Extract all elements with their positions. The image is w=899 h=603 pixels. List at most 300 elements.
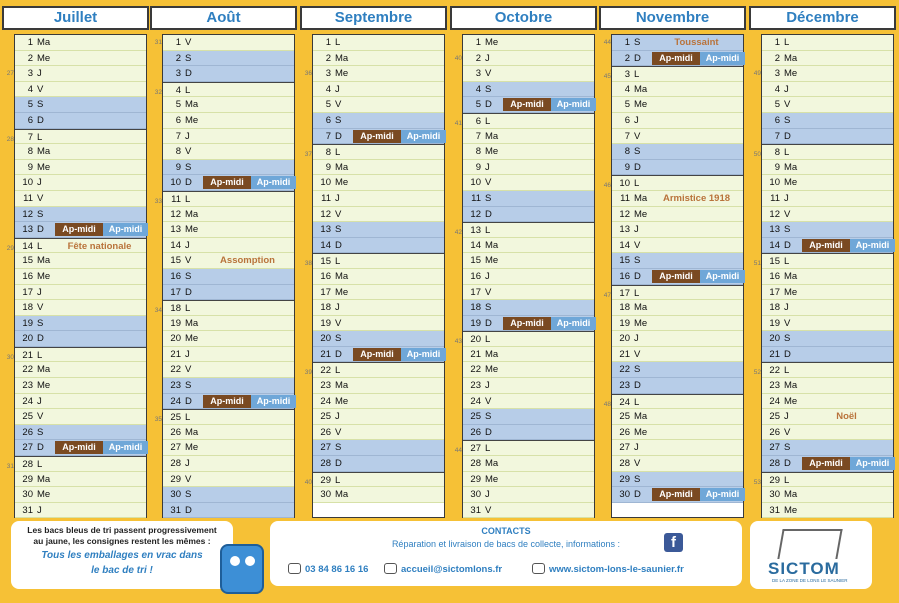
day-row: [463, 160, 594, 176]
day-number: 18: [320, 302, 331, 314]
day-number: 18: [22, 302, 33, 314]
day-row: [313, 82, 444, 98]
day-number: 6: [475, 115, 481, 127]
day-number: 24: [22, 395, 33, 407]
day-letter: J: [37, 68, 42, 80]
day-row: [15, 487, 146, 503]
info-line-4: le bac de tri !: [91, 565, 153, 576]
week-number: 51: [753, 260, 761, 268]
day-number: 18: [769, 302, 780, 314]
day-letter: L: [335, 474, 341, 486]
day-row: [612, 300, 743, 316]
day-number: 4: [325, 83, 331, 95]
contacts-box: [270, 521, 742, 586]
info-line-1: Les bacs bleus de tri passent progressivement: [27, 525, 217, 535]
holiday-label: Assomption: [220, 255, 275, 267]
day-number: 2: [774, 52, 780, 64]
day-row: [612, 97, 743, 113]
day-row: [762, 487, 893, 503]
day-number: 19: [170, 317, 181, 329]
week-number: 43: [454, 338, 462, 346]
day-letter: Me: [335, 395, 349, 407]
day-row: [762, 238, 893, 254]
day-number: 11: [770, 192, 780, 204]
day-number: 4: [774, 83, 780, 95]
day-letter: V: [634, 239, 641, 251]
day-number: 8: [624, 146, 630, 158]
month-2: [300, 0, 447, 501]
month-4: [599, 0, 746, 501]
day-row: [762, 300, 893, 316]
day-number: 25: [619, 411, 630, 423]
web-contact[interactable]: [532, 563, 684, 575]
day-letter: V: [485, 504, 492, 516]
day-row: [15, 378, 146, 394]
day-row: [163, 253, 294, 269]
day-number: 19: [619, 317, 630, 329]
day-row: [15, 425, 146, 441]
day-letter: J: [634, 333, 639, 345]
day-row: [15, 269, 146, 285]
day-number: 16: [170, 270, 181, 282]
day-row: [163, 378, 294, 394]
day-number: 30: [22, 489, 33, 501]
day-letter: D: [485, 208, 492, 220]
day-number: 11: [620, 192, 630, 204]
contacts-title: CONTACTS: [481, 526, 531, 536]
collection-afternoon-tag: Ap-midi: [551, 317, 596, 330]
day-letter: J: [784, 83, 789, 95]
day-row: [612, 191, 743, 207]
day-row: [762, 82, 893, 98]
day-number: 16: [22, 270, 33, 282]
day-letter: L: [335, 256, 341, 268]
day-row: [603, 35, 743, 51]
day-number: 27: [470, 443, 481, 455]
day-row: [612, 472, 743, 488]
day-number: 29: [769, 474, 780, 486]
day-number: 17: [769, 286, 780, 298]
day-row: [163, 347, 294, 363]
day-number: 14: [619, 239, 630, 251]
day-letter: V: [185, 37, 192, 48]
day-letter: S: [37, 317, 44, 329]
day-number: 3: [325, 68, 331, 80]
day-number: 24: [320, 395, 331, 407]
day-row: [762, 269, 893, 285]
day-row: [163, 285, 294, 301]
day-letter: Ma: [37, 473, 51, 485]
day-row: [304, 362, 444, 378]
day-number: 27: [22, 442, 33, 454]
day-letter: V: [784, 208, 791, 220]
day-number: 19: [769, 317, 780, 329]
day-number: 8: [475, 146, 481, 158]
day-row: [313, 456, 444, 472]
day-letter: D: [37, 333, 44, 345]
day-number: 27: [769, 442, 780, 454]
building-icon: [777, 529, 842, 559]
day-number: 13: [619, 224, 630, 236]
day-number: 9: [475, 161, 481, 173]
day-letter: Ma: [634, 411, 648, 423]
day-row: [612, 378, 743, 394]
facebook-icon[interactable]: f: [664, 533, 683, 552]
day-number: 2: [175, 52, 181, 64]
day-letter: Ma: [185, 208, 199, 220]
day-row: [463, 409, 594, 425]
day-letter: V: [485, 286, 492, 298]
day-number: 24: [170, 395, 181, 407]
day-letter: Ma: [784, 52, 798, 64]
day-number: 10: [22, 177, 33, 189]
day-row: [154, 191, 294, 207]
month-days: [304, 34, 445, 518]
day-row: [762, 175, 893, 191]
day-number: 6: [624, 114, 630, 126]
day-number: 14: [769, 239, 780, 251]
day-number: 13: [769, 224, 780, 236]
day-number: 11: [321, 192, 331, 204]
day-letter: V: [37, 192, 44, 204]
day-number: 12: [170, 208, 181, 220]
day-number: 1: [624, 37, 630, 48]
day-row: [304, 253, 444, 269]
day-row: [463, 503, 594, 519]
day-number: 28: [769, 458, 780, 470]
day-row: [15, 503, 146, 519]
day-row: [463, 362, 594, 378]
day-row: [163, 113, 294, 129]
day-row: [454, 222, 594, 238]
day-letter: J: [485, 161, 490, 173]
day-letter: Ma: [485, 348, 499, 360]
day-number: 5: [175, 99, 181, 111]
day-number: 22: [769, 365, 780, 377]
month-days: [603, 34, 744, 518]
day-number: 23: [170, 380, 181, 392]
day-number: 4: [27, 83, 33, 95]
day-letter: L: [485, 225, 491, 237]
day-row: [762, 378, 893, 394]
day-row: [612, 269, 743, 285]
day-number: 13: [320, 224, 331, 236]
day-number: 22: [619, 364, 630, 376]
day-letter: J: [634, 442, 639, 454]
day-letter: Me: [485, 255, 499, 267]
day-row: [454, 113, 594, 129]
day-row: [15, 113, 146, 129]
day-number: 23: [320, 380, 331, 392]
day-number: 15: [470, 255, 481, 267]
week-number: 47: [603, 291, 611, 299]
holiday-label: Armistice 1918: [662, 192, 731, 204]
bin-mascot-icon: [220, 544, 264, 594]
day-number: 28: [470, 458, 481, 470]
collection-afternoon-tag: Ap-midi: [551, 98, 596, 111]
week-number: 29: [6, 244, 14, 252]
day-letter: J: [37, 395, 42, 407]
day-number: 9: [27, 161, 33, 173]
day-number: 1: [475, 37, 481, 48]
collection-afternoon-tag: Ap-midi: [850, 239, 895, 252]
day-number: 10: [619, 178, 630, 190]
day-number: 20: [619, 333, 630, 345]
week-number: 45: [603, 73, 611, 81]
day-number: 23: [470, 380, 481, 392]
day-number: 3: [475, 68, 481, 80]
day-letter: S: [335, 333, 342, 345]
day-letter: L: [335, 147, 341, 159]
day-row: [612, 222, 743, 238]
day-row: [163, 362, 294, 378]
day-number: 29: [619, 473, 630, 485]
day-letter: D: [37, 224, 44, 236]
week-number: 40: [454, 54, 462, 62]
day-number: 7: [475, 130, 481, 142]
day-row: [154, 35, 294, 51]
day-row: [163, 160, 294, 176]
week-number: 33: [154, 197, 162, 205]
day-letter: S: [335, 442, 342, 454]
month-title: Novembre: [599, 6, 746, 30]
email-contact[interactable]: [384, 563, 502, 575]
day-number: 1: [27, 37, 33, 48]
day-number: 13: [470, 225, 481, 237]
day-number: 28: [320, 458, 331, 470]
day-number: 1: [325, 37, 331, 48]
day-row: [762, 129, 893, 145]
collection-afternoon-tag: Ap-midi: [652, 488, 700, 501]
day-letter: V: [335, 208, 342, 220]
day-letter: V: [485, 68, 492, 80]
day-row: [762, 316, 893, 332]
day-letter: V: [485, 177, 492, 189]
day-row: [463, 129, 594, 145]
day-number: 5: [624, 99, 630, 111]
day-number: 18: [619, 302, 630, 314]
day-number: 27: [320, 442, 331, 454]
day-letter: V: [784, 426, 791, 438]
day-letter: V: [185, 473, 192, 485]
day-letter: Me: [37, 52, 51, 64]
day-row: [762, 440, 893, 456]
day-number: 3: [175, 68, 181, 80]
day-row: [15, 222, 146, 238]
day-number: 28: [619, 458, 630, 470]
day-number: 15: [170, 255, 181, 267]
day-letter: J: [37, 286, 42, 298]
day-row: [463, 51, 594, 67]
day-letter: S: [185, 270, 192, 282]
day-number: 30: [470, 489, 481, 501]
month-1: [150, 0, 297, 516]
day-letter: J: [185, 348, 190, 360]
day-row: [163, 269, 294, 285]
day-number: 8: [325, 147, 331, 159]
day-row: [612, 113, 743, 129]
day-letter: S: [185, 380, 192, 392]
day-letter: J: [634, 224, 639, 236]
day-row: [463, 456, 594, 472]
day-number: 5: [475, 99, 481, 111]
day-letter: D: [634, 161, 641, 173]
day-letter: Me: [634, 99, 648, 111]
day-row: [762, 51, 893, 67]
day-letter: Ma: [335, 161, 349, 173]
day-row: [6, 238, 146, 254]
day-number: 31: [170, 504, 181, 516]
day-row: [15, 160, 146, 176]
day-letter: Ma: [335, 52, 349, 64]
collection-afternoon-tag: Ap-midi: [503, 317, 551, 330]
day-number: 20: [22, 333, 33, 345]
day-number: 15: [769, 256, 780, 268]
day-letter: Me: [37, 161, 51, 173]
day-row: [454, 35, 594, 62]
day-letter: S: [485, 192, 492, 204]
day-letter: Ma: [185, 317, 199, 329]
day-letter: L: [634, 69, 640, 81]
day-letter: Me: [185, 442, 199, 454]
day-row: [304, 144, 444, 160]
day-row: [15, 51, 146, 67]
day-row: [762, 66, 893, 82]
phone-contact[interactable]: [288, 563, 368, 575]
day-row: [762, 285, 893, 301]
day-row: [163, 331, 294, 347]
day-letter: J: [784, 192, 789, 204]
day-letter: Me: [634, 426, 648, 438]
day-letter: S: [185, 489, 192, 501]
week-number: 44: [603, 39, 611, 46]
day-number: 16: [619, 270, 630, 282]
day-letter: L: [185, 412, 191, 424]
day-row: [463, 82, 594, 98]
day-row: [463, 191, 594, 207]
day-letter: Ma: [335, 380, 349, 392]
day-row: [6, 129, 146, 145]
day-letter: D: [185, 395, 192, 407]
day-row: [753, 144, 893, 160]
website-url: www.sictom-lons-le-saunier.fr: [549, 564, 684, 575]
day-letter: Ma: [185, 99, 199, 111]
day-number: 27: [619, 442, 630, 454]
day-letter: V: [37, 302, 44, 314]
day-number: 23: [619, 380, 630, 392]
day-row: [15, 316, 146, 332]
day-letter: Me: [37, 380, 51, 392]
day-row: [612, 347, 743, 363]
day-number: 13: [22, 224, 33, 236]
month-title: Juillet: [2, 6, 149, 30]
day-letter: D: [185, 504, 192, 516]
day-letter: L: [634, 287, 640, 299]
day-row: [313, 175, 444, 191]
day-row: [15, 66, 146, 82]
day-number: 1: [175, 37, 181, 48]
day-number: 18: [170, 303, 181, 315]
day-row: [154, 82, 294, 98]
day-letter: D: [784, 458, 791, 470]
week-number: 42: [454, 229, 462, 237]
day-number: 30: [170, 489, 181, 501]
day-letter: Ma: [37, 255, 51, 267]
day-letter: V: [784, 99, 791, 111]
day-letter: D: [634, 489, 641, 501]
day-number: 15: [619, 255, 630, 267]
day-row: [154, 409, 294, 425]
month-title: Août: [150, 6, 297, 30]
contacts-subtitle: Réparation et livraison de bacs de collecte, informations :: [391, 539, 621, 549]
email-address: accueil@sictomlons.fr: [401, 564, 503, 575]
day-letter: Me: [335, 68, 349, 80]
day-number: 17: [470, 286, 481, 298]
day-number: 7: [774, 130, 780, 142]
day-number: 10: [320, 177, 331, 189]
day-number: 22: [170, 364, 181, 376]
day-number: 17: [170, 286, 181, 298]
day-number: 8: [175, 146, 181, 158]
day-letter: D: [335, 130, 342, 142]
day-number: 6: [27, 114, 33, 126]
day-number: 22: [320, 365, 331, 377]
collection-afternoon-tag: Ap-midi: [353, 348, 401, 361]
day-number: 30: [619, 489, 630, 501]
day-row: [762, 425, 893, 441]
day-letter: Ma: [784, 161, 798, 173]
day-row: [163, 487, 294, 503]
day-number: 24: [470, 395, 481, 407]
collection-afternoon-tag: Ap-midi: [55, 441, 103, 454]
day-number: 26: [320, 426, 331, 438]
day-row: [762, 409, 893, 425]
day-letter: S: [37, 99, 44, 111]
day-letter: S: [634, 255, 641, 267]
day-letter: D: [634, 380, 641, 392]
day-row: [163, 472, 294, 488]
day-row: [463, 66, 594, 82]
day-letter: S: [37, 208, 44, 220]
day-number: 30: [320, 489, 331, 501]
day-row: [6, 456, 146, 472]
day-row: [762, 113, 893, 129]
phone-icon: [288, 563, 301, 574]
day-number: 21: [769, 348, 780, 360]
day-number: 14: [22, 240, 33, 252]
day-number: 12: [769, 208, 780, 220]
day-letter: Ma: [37, 364, 51, 376]
day-number: 8: [27, 146, 33, 158]
day-row: [15, 362, 146, 378]
week-number: 41: [454, 119, 462, 127]
day-letter: Me: [185, 224, 199, 236]
day-row: [313, 487, 444, 503]
day-letter: J: [485, 489, 490, 501]
day-number: 4: [475, 83, 481, 95]
day-row: [313, 394, 444, 410]
day-number: 11: [23, 192, 33, 204]
day-row: [753, 472, 893, 488]
day-number: 23: [22, 380, 33, 392]
collection-afternoon-tag: Ap-midi: [700, 488, 745, 501]
day-number: 7: [325, 130, 331, 142]
day-number: 9: [325, 161, 331, 173]
day-letter: V: [634, 458, 641, 470]
day-number: 3: [774, 68, 780, 80]
day-row: [313, 222, 444, 238]
phone-number: 03 84 86 16 16: [305, 564, 369, 575]
